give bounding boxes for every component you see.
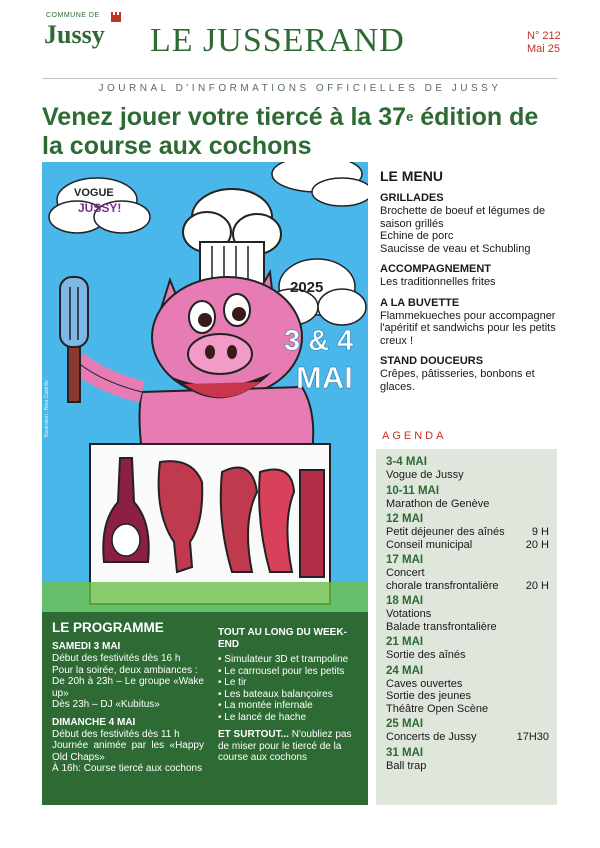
agenda-event: Conseil municipal (386, 538, 473, 551)
weekend-item: • Le tir (218, 677, 358, 689)
agenda-entry (386, 554, 549, 592)
weekend-item: • Simulateur 3D et trampoline (218, 654, 358, 666)
surtout-heading: ET SURTOUT... (218, 729, 289, 740)
agenda-event: chorale transfrontalière (386, 579, 499, 592)
saturday-line: Dès 23h – DJ «Kubitus» (52, 699, 160, 710)
agenda-date: 10-11 MAI (386, 484, 440, 497)
agenda-line (386, 539, 549, 552)
agenda-date: 21 MAI (386, 636, 424, 648)
agenda-line (386, 690, 549, 703)
menu-sections (380, 192, 560, 393)
agenda-event: Balade transfrontalière (386, 620, 497, 633)
agenda-date: 31 MAI (386, 746, 424, 759)
weekend-heading: TOUT AU LONG DU WEEK-END (218, 627, 347, 650)
menu-section-heading: A LA BUVETTE (380, 296, 460, 309)
agenda-entry (386, 636, 549, 662)
menu-section-item (380, 192, 560, 255)
menu-section-heading: ACCOMPAGNEMENT (380, 263, 492, 275)
agenda-line (386, 580, 549, 593)
agenda-entries (386, 456, 549, 772)
apron-sign (42, 444, 368, 612)
programme-title: LE PROGRAMME (52, 620, 164, 635)
agenda-line (386, 498, 549, 511)
tagline: JOURNAL D'INFORMATIONS OFFICIELLES DE JUSSY (42, 78, 558, 94)
agenda-date: 12 MAI (386, 513, 424, 525)
menu-item-text: Crêpes, pâtisseries, bonbons et glaces. (380, 368, 535, 393)
agenda-time: 17H30 (516, 731, 549, 743)
headline-part-1: Venez jouer votre tiercé à la 37 (42, 103, 407, 131)
menu-section (380, 168, 560, 401)
agenda-line (386, 608, 549, 621)
menu-title: LE MENU (380, 168, 443, 184)
vogue-poster-illustration (42, 162, 368, 612)
saturday-line: Début des festivités dès 16 h (52, 653, 181, 664)
programme-weekend (218, 627, 358, 723)
agenda-time: 20 H (525, 579, 549, 592)
menu-section-item (380, 297, 560, 348)
page-header (0, 0, 600, 100)
agenda-date: 25 MAI (386, 718, 424, 730)
menu-item-text: Saucisse de veau et Schubling (380, 242, 531, 255)
sunday-line: Début des festivités dès 11 h (52, 728, 180, 740)
sunday-heading: DIMANCHE 4 MAI (52, 716, 136, 728)
agenda-line (386, 621, 549, 634)
agenda-event: Concert (386, 567, 425, 579)
menu-item-text: Flammekueches pour accompagner l'apéritif et sandwichs pour les petits creux ! (380, 309, 556, 347)
page-headline (42, 103, 562, 161)
programme-box (42, 612, 368, 805)
weekend-item: • Le carrousel pour les petits (218, 666, 358, 678)
agenda-date: 3-4 MAI (386, 456, 427, 468)
agenda-date: 24 MAI (386, 664, 424, 677)
menu-section-heading: GRILLADES (380, 192, 444, 204)
agenda-date: 17 MAI (386, 554, 424, 566)
agenda-entry (386, 747, 549, 773)
agenda-line (386, 649, 549, 662)
agenda-line (386, 731, 549, 744)
weekend-item: • La montée infernale (218, 700, 358, 712)
saturday-heading: SAMEDI 3 MAI (52, 641, 121, 652)
agenda-entry (386, 718, 549, 744)
poster-credit: Illustration : Nina Castrillo (44, 380, 50, 437)
logo-name: Jussy (44, 20, 105, 49)
menu-item-text: Brochette de boeuf et légumes de saison grillés (380, 205, 546, 230)
castle-crest-icon (110, 12, 122, 22)
agenda-box (376, 449, 557, 805)
menu-section-item (380, 263, 560, 289)
programme-right-column (218, 627, 358, 781)
sunday-line: À 16h: Course tiercé aux cochons (52, 763, 203, 774)
weekend-item: • Le lancé de hache (218, 712, 358, 724)
menu-section-item (380, 355, 560, 393)
weekend-item: • Les bateaux balançoires (218, 689, 358, 701)
agenda-event: Vogue de Jussy (386, 469, 464, 481)
agenda-line (386, 760, 549, 773)
agenda-event: Marathon de Genève (386, 497, 490, 510)
agenda-event: Sortie des aînés (386, 649, 466, 661)
programme-left-column (52, 641, 204, 781)
menu-item-text: Les traditionnelles frites (380, 276, 496, 288)
agenda-entry (386, 456, 549, 482)
issue-date: Mai 25 (527, 43, 561, 55)
sunday-line: Journée animée par les «Happy Old Chaps» (52, 740, 204, 763)
programme-saturday (52, 641, 204, 711)
headline-superscript: e (406, 109, 414, 124)
agenda-time: 20 H (525, 538, 549, 551)
issue-number: N° 212 (527, 30, 561, 42)
menu-section-heading: STAND DOUCEURS (380, 355, 484, 367)
agenda-event: Sortie des jeunes (386, 690, 471, 702)
agenda-title: AGENDA (382, 430, 447, 442)
saturday-line: De 20h à 23h – Le groupe «Wake up» (52, 676, 204, 699)
badge-line-2: JUSSY! (78, 201, 122, 215)
saturday-line: Pour la soirée, deux ambiances : (52, 664, 198, 676)
menu-item-text: Echine de porc (380, 230, 454, 242)
logo-small-text: COMMUNE DE (46, 12, 100, 19)
agenda-event: Votations (386, 608, 432, 620)
agenda-line (386, 469, 549, 482)
agenda-line (386, 678, 549, 691)
agenda-date: 18 MAI (386, 595, 424, 607)
agenda-line (386, 526, 549, 539)
commune-logo (44, 10, 124, 62)
agenda-line (386, 703, 549, 716)
agenda-entry (386, 595, 549, 633)
pig-chef-drawing (42, 162, 368, 612)
agenda-time: 9 H (531, 526, 549, 538)
agenda-event: Ball trap (386, 759, 427, 772)
badge-line-1: VOGUE (74, 187, 114, 199)
programme-sunday (52, 717, 204, 775)
poster-days: 3 & 4 (284, 325, 354, 357)
poster-month: MAI (296, 360, 353, 395)
masthead-title: LE JUSSERAND (150, 22, 405, 59)
agenda-line (386, 567, 549, 580)
poster-year: 2025 (290, 279, 324, 296)
agenda-event: Caves ouvertes (386, 677, 463, 690)
agenda-event: Petit déjeuner des aînés (386, 526, 505, 538)
agenda-entry (386, 513, 549, 551)
agenda-entry (386, 485, 549, 511)
agenda-event: Concerts de Jussy (386, 731, 477, 743)
agenda-entry (386, 665, 549, 716)
issue-info (527, 30, 561, 56)
agenda-event: Théâtre Open Scène (386, 702, 489, 715)
programme-surtout (218, 729, 358, 764)
surtout-text: N'oubliez pas de miser pour le tiercé de la course aux cochons (218, 729, 352, 763)
headline-part-2: édition de la course aux cochons (42, 103, 539, 160)
